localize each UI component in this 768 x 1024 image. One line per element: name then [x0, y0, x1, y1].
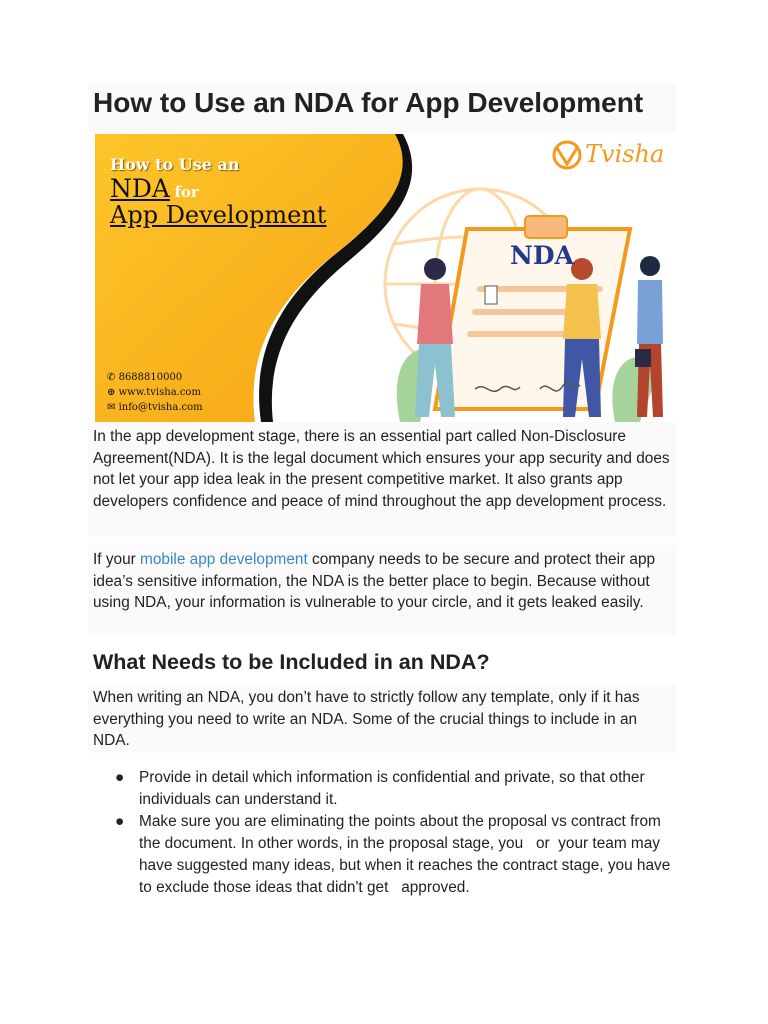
globe-icon: ⊕	[107, 387, 116, 398]
page-title: How to Use an NDA for App Development	[93, 87, 644, 118]
mail-icon: ✉	[107, 402, 116, 413]
banner-image	[95, 134, 670, 422]
bullet-text-1: Provide in detail which information is confidential and private, so that other individuals can understand it.	[139, 769, 645, 808]
phone-text: 8688810000	[118, 372, 183, 383]
bullet-icon: ●	[115, 813, 125, 831]
banner-brand: Tvisha	[585, 140, 665, 168]
email-text: info@tvisha.com	[118, 402, 203, 413]
para2-before: If your	[93, 551, 141, 568]
list-item	[93, 767, 683, 810]
bullet-list	[93, 767, 683, 899]
contact-website	[107, 385, 203, 400]
paragraph-template: When writing an NDA, you don’t have to strictly follow any template, only if it has everything you need to write an NDA. Some of the crucial things to include in an NDA.	[93, 689, 640, 750]
banner-text-line3: App Development	[110, 201, 327, 229]
contact-email	[107, 400, 203, 415]
contact-block	[107, 370, 203, 415]
banner-nda: NDA	[110, 174, 170, 203]
contact-phone	[107, 370, 203, 385]
paragraph-intro: In the app development stage, there is an essential part called Non-Disclosure Agreement(NDA). It is the legal document which ensures your app security and does not let your app idea leak in the present competitive market. It also grants app developers confidence and peace of mind throughout the app development process.	[93, 428, 670, 511]
paragraph-mobile-dev	[93, 549, 675, 614]
section-heading: What Needs to be Included in an NDA?	[93, 650, 490, 674]
para2-after: company needs to be secure and protect their app idea’s sensitive information, the NDA is the better place to begin. Because without using NDA, your information is vulnerable to your circle, and it gets leaked easily.	[93, 551, 656, 612]
website-text: www.tvisha.com	[118, 387, 201, 398]
phone-icon: ✆	[107, 372, 116, 383]
bullet-text-2: Make sure you are eliminating the points about the proposal vs contract from the document. In other words, in the proposal stage, you or your team may have suggested many ideas, but when it reaches the contract stage, you have to exclude those ideas that didn't get approved.	[139, 813, 675, 896]
banner-text-line2	[110, 174, 199, 203]
banner-text-line1: How to Use an	[110, 155, 240, 174]
mobile-app-development-link[interactable]: mobile app development	[140, 551, 308, 568]
list-item	[93, 811, 683, 898]
banner-for: for	[174, 183, 199, 201]
clipboard-label: NDA	[510, 241, 574, 270]
bullet-icon: ●	[115, 769, 125, 786]
title-block	[88, 84, 676, 132]
